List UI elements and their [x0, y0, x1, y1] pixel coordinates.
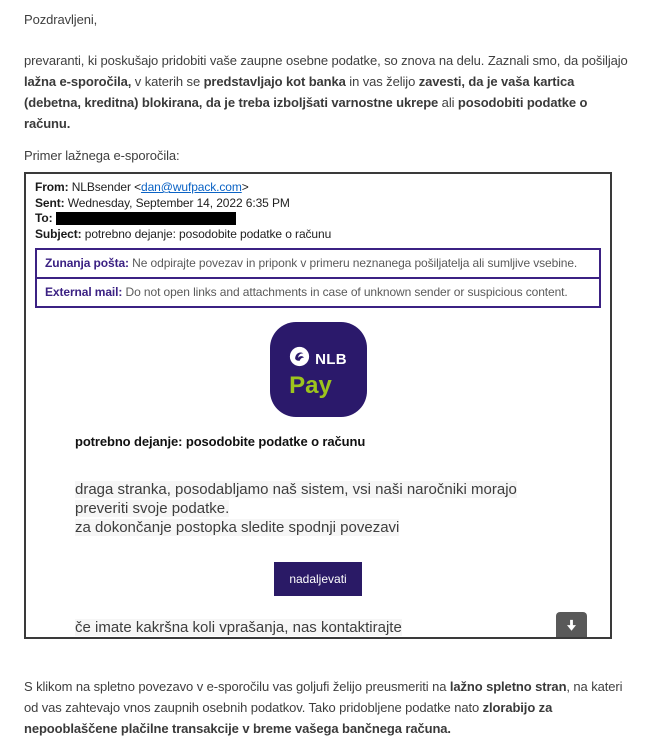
- down-arrow-icon: [564, 618, 579, 636]
- redacted-recipient-bar: [56, 212, 236, 225]
- warning-text-en: Do not open links and attachments in case of unknown sender or suspicious content.: [122, 285, 568, 299]
- subject-value: potrebno dejanje: posodobite podatke o računu: [81, 226, 332, 241]
- from-label: From:: [35, 180, 69, 194]
- email-from-line: [35, 180, 601, 196]
- sent-value: Wednesday, September 14, 2022 6:35 PM: [64, 195, 290, 210]
- nlb-brand-row: [289, 346, 347, 372]
- email-header: [35, 180, 601, 242]
- intro-text: v katerih se: [131, 74, 204, 89]
- nlb-brand-text: NLB: [315, 350, 347, 368]
- continue-button[interactable]: nadaljevati: [274, 562, 361, 596]
- warning-row-slovenian: [37, 250, 599, 279]
- greeting-text: Pozdravljeni,: [24, 12, 98, 27]
- external-mail-warning-box: [35, 248, 601, 308]
- intro-paragraph: [24, 50, 630, 134]
- subject-label: Subject:: [35, 226, 82, 241]
- download-arrow-button[interactable]: [556, 612, 587, 639]
- email-body-text: [75, 480, 601, 537]
- nlb-swirl-icon: [289, 346, 310, 372]
- contact-row: [75, 612, 587, 639]
- sender-email-link[interactable]: dan@wufpack.com: [141, 180, 242, 194]
- button-row: [35, 562, 601, 596]
- body-line: za dokončanje postopka sledite spodnji povezavi: [75, 519, 400, 536]
- intro-bold: zavesti, da je vaša kartica (debetna, kreditna) blokirana, da je treba izboljšati varnostne ukrepe: [24, 74, 575, 110]
- email-subject-line: [35, 227, 601, 243]
- sent-label: Sent:: [35, 195, 65, 210]
- nlb-pay-logo-inner: [289, 346, 347, 399]
- intro-bold: lažna e-sporočila,: [24, 74, 132, 89]
- warning-label-en: External mail:: [45, 285, 123, 299]
- footer-text: , na kateri od vas zahtevajo vnos zaupnih osebnih podatkov. Tako pridobljene podatke nato: [24, 679, 623, 715]
- body-line: draga stranka, posodabljamo naš sistem, vsi naši naročniki morajo: [75, 481, 517, 498]
- intro-text: in vas želijo: [345, 74, 419, 89]
- footer-bold: lažno spletno stran: [449, 679, 567, 694]
- warning-row-english: [37, 279, 599, 306]
- example-label: Primer lažnega e-sporočila:: [24, 148, 180, 163]
- intro-bold: predstavljajo kot banka: [203, 74, 346, 89]
- contact-text: če imate kakršna koli vprašanja, nas kontaktirajte: [75, 618, 402, 636]
- email-screenshot: [24, 172, 612, 639]
- email-subject-heading: potrebno dejanje: posodobite podatke o računu: [75, 434, 366, 449]
- intro-text: prevaranti, ki poskušajo pridobiti vaše zaupne osebne podatke, so znova na delu. Zaznali smo, da pošiljajo: [24, 53, 628, 68]
- body-line: preveriti svoje podatke.: [75, 500, 230, 517]
- nlb-pay-logo: [270, 322, 367, 417]
- from-suffix: >: [241, 180, 249, 194]
- pay-text: Pay: [289, 372, 332, 399]
- footer-bold: zlorabijo za nepooblaščene plačilne transakcije v breme vašega bančnega računa.: [24, 700, 553, 736]
- intro-bold: posodobiti podatke o računu.: [24, 95, 588, 131]
- intro-text: ali: [438, 95, 458, 110]
- warning-text-sl: Ne odpirajte povezav in priponk v primeru neznanega pošiljatelja ali sumljive vsebine.: [128, 256, 578, 270]
- from-name: NLBsender <: [68, 180, 142, 194]
- email-to-line: [35, 211, 601, 227]
- footer-text: S klikom na spletno povezavo v e-sporočilu vas goljufi želijo preusmeriti na: [24, 679, 450, 694]
- to-label: To:: [35, 211, 53, 225]
- email-sent-line: [35, 196, 601, 212]
- phishing-warning-page: [0, 9, 649, 736]
- footer-paragraph: [24, 676, 630, 739]
- warning-label-sl: Zunanja pošta:: [45, 256, 129, 270]
